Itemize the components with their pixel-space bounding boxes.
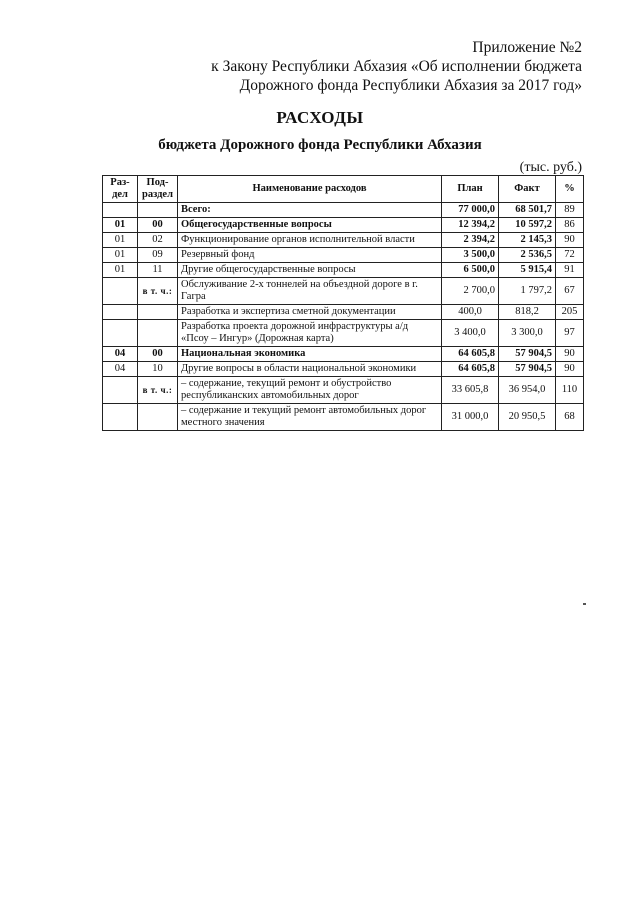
- cell-razdel: 04: [103, 347, 138, 362]
- cell-name: Разработка проекта дорожной инфраструктуры а/д «Псоу – Ингур» (Дорожная карта): [178, 320, 442, 347]
- cell-fact: 20 950,5: [499, 404, 556, 431]
- cell-razdel: 01: [103, 233, 138, 248]
- header-plan: План: [442, 176, 499, 203]
- cell-podrazdel: [138, 203, 178, 218]
- cell-podrazdel: в т. ч.:: [138, 377, 178, 404]
- appendix-line-3: Дорожного фонда Республики Абхазия за 2017 год»: [239, 77, 582, 94]
- cell-pct: 67: [556, 278, 584, 305]
- scan-speck: [583, 603, 586, 605]
- cell-podrazdel: 10: [138, 362, 178, 377]
- cell-plan: 6 500,0: [442, 263, 499, 278]
- table-row: [103, 305, 584, 320]
- table-row: [103, 248, 584, 263]
- units-label: (тыс. руб.): [519, 160, 582, 175]
- header-razdel: Раз- дел: [103, 176, 138, 203]
- cell-podrazdel: [138, 404, 178, 431]
- table-row: [103, 404, 584, 431]
- cell-pct: 91: [556, 263, 584, 278]
- cell-fact: 57 904,5: [499, 347, 556, 362]
- cell-fact: 818,2: [499, 305, 556, 320]
- cell-plan: 12 394,2: [442, 218, 499, 233]
- appendix-note: [211, 38, 582, 95]
- expenses-table: [102, 175, 584, 431]
- table-row: [103, 218, 584, 233]
- cell-plan: 77 000,0: [442, 203, 499, 218]
- cell-podrazdel: в т. ч.:: [138, 278, 178, 305]
- cell-razdel: 01: [103, 263, 138, 278]
- cell-name: Всего:: [178, 203, 442, 218]
- cell-podrazdel: 00: [138, 347, 178, 362]
- table-header-row: [103, 176, 584, 203]
- cell-razdel: 04: [103, 362, 138, 377]
- cell-plan: 31 000,0: [442, 404, 499, 431]
- cell-fact: 36 954,0: [499, 377, 556, 404]
- cell-name: Разработка и экспертиза сметной документации: [178, 305, 442, 320]
- table-row: [103, 362, 584, 377]
- cell-plan: 64 605,8: [442, 347, 499, 362]
- cell-pct: 90: [556, 362, 584, 377]
- table-row: [103, 203, 584, 218]
- cell-plan: 2 394,2: [442, 233, 499, 248]
- header-name: Наименование расходов: [178, 176, 442, 203]
- cell-name: Общегосударственные вопросы: [178, 218, 442, 233]
- cell-name: Функционирование органов исполнительной власти: [178, 233, 442, 248]
- cell-name: Резервный фонд: [178, 248, 442, 263]
- cell-name: – содержание, текущий ремонт и обустройство республиканских автомобильных дорог: [178, 377, 442, 404]
- cell-name: – содержание и текущий ремонт автомобильных дорог местного значения: [178, 404, 442, 431]
- table-row: [103, 233, 584, 248]
- page-subtitle: бюджета Дорожного фонда Республики Абхазия: [158, 137, 482, 153]
- cell-plan: 2 700,0: [442, 278, 499, 305]
- cell-fact: 2 536,5: [499, 248, 556, 263]
- cell-fact: 2 145,3: [499, 233, 556, 248]
- cell-razdel: [103, 203, 138, 218]
- table-row: [103, 278, 584, 305]
- cell-fact: 5 915,4: [499, 263, 556, 278]
- cell-razdel: [103, 377, 138, 404]
- cell-razdel: [103, 305, 138, 320]
- cell-pct: 110: [556, 377, 584, 404]
- header-pct: %: [556, 176, 584, 203]
- cell-podrazdel: 00: [138, 218, 178, 233]
- page-title: РАСХОДЫ: [276, 108, 364, 127]
- cell-razdel: [103, 404, 138, 431]
- cell-plan: 400,0: [442, 305, 499, 320]
- cell-fact: 10 597,2: [499, 218, 556, 233]
- table-row: [103, 320, 584, 347]
- cell-pct: 90: [556, 233, 584, 248]
- cell-pct: 68: [556, 404, 584, 431]
- table-row: [103, 347, 584, 362]
- cell-podrazdel: [138, 305, 178, 320]
- cell-pct: 89: [556, 203, 584, 218]
- cell-plan: 33 605,8: [442, 377, 499, 404]
- appendix-line-2: к Закону Республики Абхазия «Об исполнении бюджета: [211, 58, 582, 75]
- cell-fact: 1 797,2: [499, 278, 556, 305]
- cell-pct: 86: [556, 218, 584, 233]
- header-podrazdel: Под- раздел: [138, 176, 178, 203]
- cell-razdel: [103, 278, 138, 305]
- cell-podrazdel: 11: [138, 263, 178, 278]
- cell-name: Другие вопросы в области национальной экономики: [178, 362, 442, 377]
- table-row: [103, 263, 584, 278]
- cell-pct: 72: [556, 248, 584, 263]
- header-fact: Факт: [499, 176, 556, 203]
- cell-razdel: [103, 320, 138, 347]
- cell-razdel: 01: [103, 248, 138, 263]
- cell-podrazdel: 02: [138, 233, 178, 248]
- cell-fact: 57 904,5: [499, 362, 556, 377]
- cell-razdel: 01: [103, 218, 138, 233]
- cell-name: Другие общегосударственные вопросы: [178, 263, 442, 278]
- cell-pct: 205: [556, 305, 584, 320]
- cell-podrazdel: 09: [138, 248, 178, 263]
- table-row: [103, 377, 584, 404]
- cell-podrazdel: [138, 320, 178, 347]
- appendix-line-1: Приложение №2: [472, 39, 582, 56]
- cell-name: Обслуживание 2-х тоннелей на объездной дороге в г. Гагра: [178, 278, 442, 305]
- cell-plan: 3 500,0: [442, 248, 499, 263]
- cell-pct: 90: [556, 347, 584, 362]
- cell-plan: 64 605,8: [442, 362, 499, 377]
- cell-plan: 3 400,0: [442, 320, 499, 347]
- cell-pct: 97: [556, 320, 584, 347]
- cell-fact: 68 501,7: [499, 203, 556, 218]
- cell-name: Национальная экономика: [178, 347, 442, 362]
- cell-fact: 3 300,0: [499, 320, 556, 347]
